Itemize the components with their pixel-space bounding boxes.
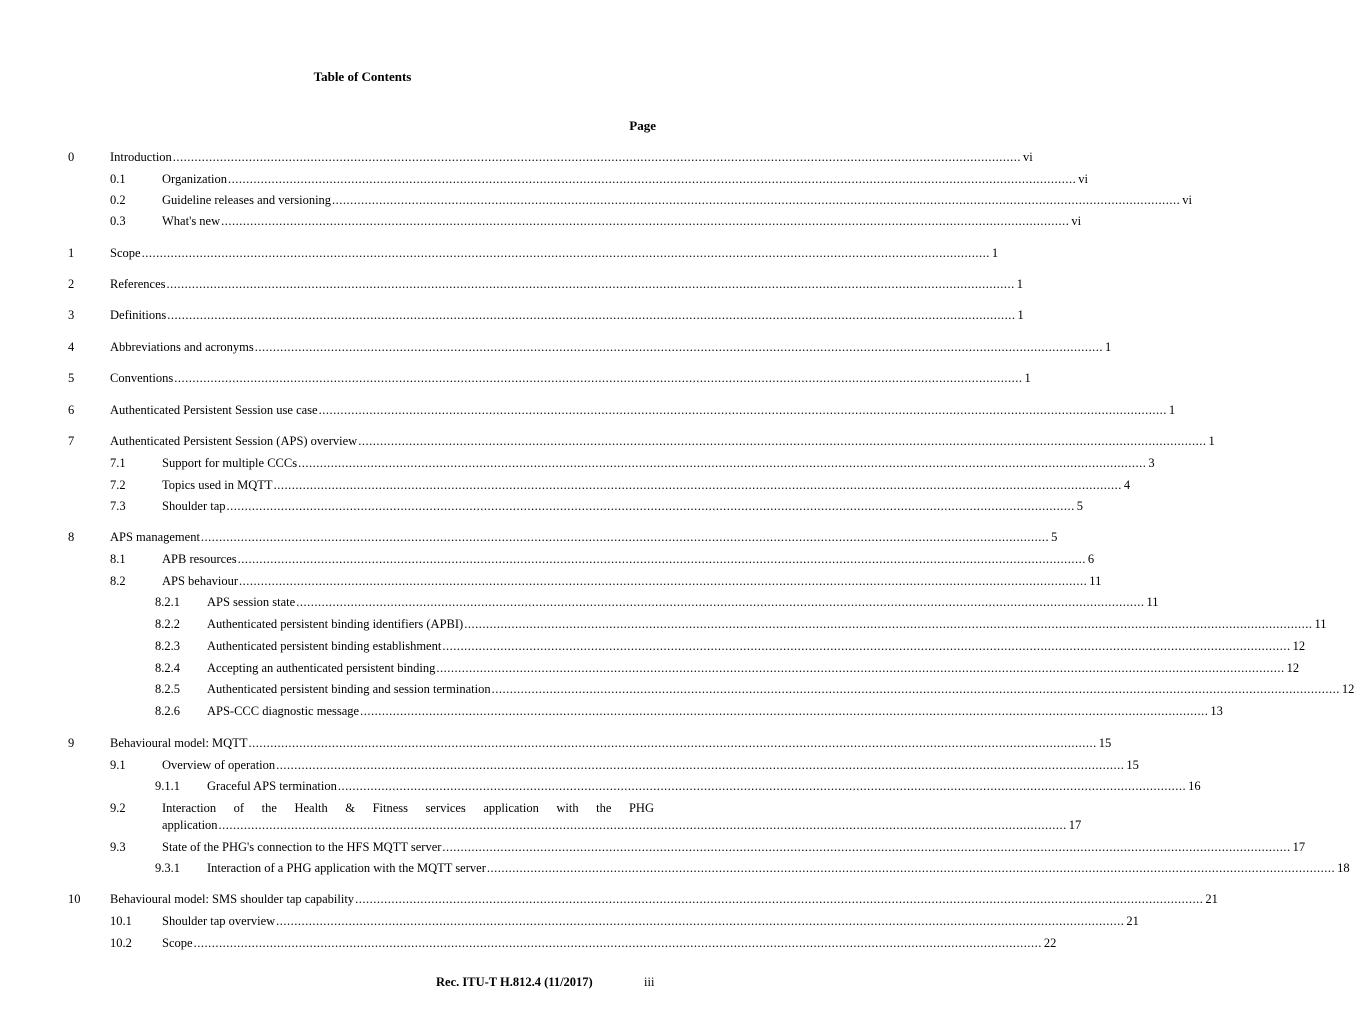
leader-dots: .......................................................................................................................................................................................................................................... (332, 193, 1181, 207)
toc-entry-number: 10.2 (110, 936, 132, 950)
toc-entry-text: Organization (162, 172, 228, 186)
toc-entry-page: 16 (1188, 779, 1201, 793)
toc-entry-text: Accepting an authenticated persistent binding (207, 661, 436, 675)
toc-entry-page: 1 (1017, 308, 1024, 322)
toc-entry-number: 6 (68, 403, 75, 417)
leader-dots: .......................................................................................................................................................................................................................................... (273, 478, 1122, 492)
toc-entry-page: 12 (1341, 682, 1354, 696)
leader-dots: .......................................................................................................................................................................................................................................... (218, 818, 1067, 832)
toc-entry-9-1-1[interactable] (0, 778, 1201, 795)
toc-entry-0-3[interactable] (0, 213, 1082, 230)
toc-entry-line (207, 778, 1201, 795)
toc-entry-number: 0 (68, 150, 75, 164)
toc-entry-number: 7.3 (110, 499, 126, 513)
toc-entry-page: 1 (1208, 434, 1215, 448)
leader-dots: .......................................................................................................................................................................................................................................... (296, 595, 1145, 609)
toc-entry-page: 1 (1104, 340, 1112, 354)
toc-entry-8-2-5[interactable] (0, 681, 1354, 698)
leader-dots: .......................................................................................................................................................................................................................................... (248, 736, 1097, 750)
leader-dots: .......................................................................................................................................................................................................................................... (200, 530, 1050, 544)
toc-entry-number: 7.2 (110, 478, 126, 492)
toc-entry-page: 22 (1043, 936, 1057, 950)
toc-entry-9-3[interactable] (0, 839, 1306, 856)
toc-entry-line (207, 638, 1306, 655)
toc-entry-line (162, 839, 1306, 856)
toc-entry-text: APS behaviour (162, 574, 239, 588)
toc-entry-line (162, 171, 1089, 188)
toc-entry-page: vi (1071, 214, 1082, 228)
toc-entry-text: Shoulder tap overview (162, 914, 276, 928)
toc-entry-text: Shoulder tap (162, 499, 226, 513)
toc-entry-line (207, 594, 1159, 611)
toc-entry-8-1[interactable] (0, 551, 1095, 568)
toc-entry-text: Authenticated Persistent Session use case (110, 403, 318, 417)
toc-entry-page: 1 (1016, 277, 1024, 291)
toc-entry-text: Authenticated persistent binding and session termination (207, 682, 491, 696)
toc-entry-page: 12 (1292, 639, 1306, 653)
toc-entry-page: 15 (1098, 736, 1112, 750)
leader-dots: .......................................................................................................................................................................................................................................... (355, 892, 1204, 906)
toc-entry-number: 9.1 (110, 758, 126, 772)
toc-entry-7-3[interactable] (0, 498, 1084, 515)
footer-reference: Rec. ITU-T H.812.4 (11/2017) (436, 975, 593, 989)
toc-entry-text: References (110, 277, 166, 291)
leader-dots: .......................................................................................................................................................................................................................................... (491, 682, 1340, 696)
toc-entry-number: 9.1.1 (155, 779, 180, 793)
toc-entry-9-1[interactable] (0, 757, 1139, 774)
leader-dots: .......................................................................................................................................................................................................................................... (442, 840, 1291, 854)
toc-entry-text: Overview of operation (162, 758, 276, 772)
toc-entry-number: 0.3 (110, 214, 126, 228)
toc-entry-9-3-1[interactable] (0, 860, 1350, 877)
leader-dots: .......................................................................................................................................................................................................................................... (226, 499, 1075, 513)
toc-entry-number: 10.1 (110, 914, 132, 928)
toc-title: Table of Contents (313, 69, 412, 84)
toc-entry-number: 7 (68, 434, 75, 448)
toc-entry-page: 17 (1068, 818, 1082, 832)
toc-entry-line (162, 192, 1193, 209)
toc-entry-4[interactable] (0, 339, 1112, 356)
page-column-header: Page (629, 118, 656, 133)
toc-entry-8-2-1[interactable] (0, 594, 1159, 611)
toc-entry-number: 10 (68, 892, 81, 906)
toc-entry-text: Introduction (110, 150, 172, 164)
leader-dots: .......................................................................................................................................................................................................................................... (237, 552, 1086, 566)
toc-entry-number: 9 (68, 736, 75, 750)
toc-entry-line (162, 817, 1082, 834)
toc-entry-text: State of the PHG's connection to the HFS MQTT server (162, 840, 442, 854)
leader-dots: .......................................................................................................................................................................................................................................... (318, 403, 1167, 417)
toc-entry-line (110, 370, 1031, 387)
toc-entry-text: Scope (110, 246, 141, 260)
toc-entry-line (207, 616, 1327, 633)
toc-entry-text: application (162, 818, 218, 832)
leader-dots: .......................................................................................................................................................................................................................................... (298, 456, 1147, 470)
toc-entry-text: What's new (162, 214, 221, 228)
toc-entry-number: 2 (68, 277, 75, 291)
toc-entry-7[interactable] (0, 433, 1215, 450)
toc-entry-page: 5 (1051, 530, 1058, 544)
leader-dots: .......................................................................................................................................................................................................................................... (276, 758, 1125, 772)
toc-entry-7-1[interactable] (0, 455, 1155, 472)
toc-entry-number: 8.1 (110, 552, 126, 566)
toc-entry-text: Graceful APS termination (207, 779, 337, 793)
leader-dots: .......................................................................................................................................................................................................................................... (464, 617, 1313, 631)
toc-entry-line (110, 433, 1215, 450)
toc-entry-page: 18 (1337, 861, 1350, 875)
toc-entry-6[interactable] (0, 402, 1176, 419)
toc-entry-text: Conventions (110, 371, 174, 385)
toc-entry-number: 4 (68, 340, 75, 354)
toc-entry-page: 21 (1126, 914, 1139, 928)
toc-entry-line (162, 498, 1084, 515)
toc-entry-page: 5 (1076, 499, 1084, 513)
toc-entry-number: 3 (68, 308, 75, 322)
toc-entry-line (162, 477, 1131, 494)
toc-entry-number: 8.2.6 (155, 704, 180, 718)
toc-entry-8-2-6[interactable] (0, 703, 1223, 720)
leader-dots: .......................................................................................................................................................................................................................................... (141, 246, 990, 260)
toc-entry-number: 8.2.5 (155, 682, 180, 696)
leader-dots: .......................................................................................................................................................................................................................................... (167, 308, 1016, 322)
toc-entry-page: 15 (1126, 758, 1139, 772)
toc-entry-page: 21 (1205, 892, 1218, 906)
toc-entry-page: vi (1023, 150, 1033, 164)
toc-entry-page: 1 (1024, 371, 1031, 385)
toc-entry-number: 8.2.4 (155, 661, 180, 675)
footer-page-number: iii (644, 975, 655, 989)
toc-entry-page: 3 (1148, 456, 1155, 470)
toc-entry-10-1[interactable] (0, 913, 1139, 930)
leader-dots: .......................................................................................................................................................................................................................................... (174, 371, 1023, 385)
toc-entry-9-2-cont[interactable] (0, 817, 1082, 834)
toc-entry-text: Interaction of a PHG application with the MQTT server (207, 861, 486, 875)
toc-entry-page: 17 (1292, 840, 1306, 854)
toc-entry-line (162, 935, 1057, 952)
toc-entry-number: 9.2 (110, 801, 126, 815)
toc-entry-page: 11 (1314, 617, 1327, 631)
leader-dots: .......................................................................................................................................................................................................................................... (337, 779, 1187, 793)
leader-dots: .......................................................................................................................................................................................................................................... (228, 172, 1077, 186)
toc-entry-number: 0.2 (110, 193, 126, 207)
toc-entry-number: 9.3 (110, 840, 126, 854)
toc-entry-0-2[interactable] (0, 192, 1193, 209)
toc-entry-8-2-2[interactable] (0, 616, 1327, 633)
leader-dots: .......................................................................................................................................................................................................................................... (360, 704, 1209, 718)
leader-dots: .......................................................................................................................................................................................................................................... (358, 434, 1207, 448)
toc-entry-page: 11 (1089, 574, 1102, 588)
toc-entry-text: APS-CCC diagnostic message (207, 704, 360, 718)
toc-entry-number: 5 (68, 371, 75, 385)
toc-entry-line (162, 573, 1102, 590)
toc-entry-text: Interaction of the Health & Fitness services application with the PHG (162, 801, 654, 815)
toc-entry-line (110, 339, 1112, 356)
toc-entry-1[interactable] (0, 245, 999, 262)
toc-entry-9-2[interactable] (0, 800, 725, 817)
toc-entry-line (162, 551, 1095, 568)
toc-entry-number: 1 (68, 246, 75, 260)
toc-entry-line (207, 703, 1223, 720)
toc-entry-8-2-3[interactable] (0, 638, 1306, 655)
leader-dots: .......................................................................................................................................................................................................................................... (172, 150, 1022, 164)
toc-entry-text: Authenticated persistent binding establishment (207, 639, 442, 653)
toc-entry-line (110, 402, 1176, 419)
toc-entry-0-1[interactable] (0, 171, 1089, 188)
toc-entry-number: 8.2.3 (155, 639, 180, 653)
toc-entry-page: 4 (1123, 478, 1131, 492)
toc-entry-line (110, 149, 1033, 166)
toc-entry-page: 1 (1168, 403, 1176, 417)
toc-entry-8[interactable] (0, 529, 1058, 546)
toc-entry-text: Behavioural model: SMS shoulder tap capability (110, 892, 355, 906)
leader-dots: .......................................................................................................................................................................................................................................... (221, 214, 1070, 228)
toc-entry-5[interactable] (0, 370, 1031, 387)
toc-entry-page: vi (1078, 172, 1089, 186)
toc-entry-text: APS session state (207, 595, 296, 609)
leader-dots: .......................................................................................................................................................................................................................................... (442, 639, 1291, 653)
toc-entry-line (207, 660, 1300, 677)
toc-entry-line (207, 681, 1354, 698)
toc-entry-2[interactable] (0, 276, 1024, 293)
toc-entry-text: APB resources (162, 552, 237, 566)
toc-entry-text: Scope (162, 936, 193, 950)
leader-dots: .......................................................................................................................................................................................................................................... (166, 277, 1015, 291)
toc-entry-7-2[interactable] (0, 477, 1131, 494)
toc-entry-10-2[interactable] (0, 935, 1057, 952)
toc-entry-8-2-4[interactable] (0, 660, 1300, 677)
toc-entry-number: 9.3.1 (155, 861, 180, 875)
toc-entry-line (110, 276, 1024, 293)
toc-entry-page: vi (1182, 193, 1193, 207)
toc-entry-line (110, 529, 1058, 546)
toc-entry-text: Guideline releases and versioning (162, 193, 332, 207)
toc-entry-line (162, 213, 1082, 230)
toc-entry-line (162, 455, 1155, 472)
toc-entry-text: Authenticated persistent binding identifiers (APBI) (207, 617, 464, 631)
leader-dots: .......................................................................................................................................................................................................................................... (254, 340, 1103, 354)
toc-entry-line (110, 891, 1218, 908)
toc-entry-line (110, 735, 1112, 752)
toc-entry-page: 13 (1210, 704, 1223, 718)
toc-entry-3[interactable] (0, 307, 1024, 324)
toc-entry-number: 8.2.2 (155, 617, 180, 631)
toc-entry-number: 8.2.1 (155, 595, 180, 609)
toc-entry-number: 8 (68, 530, 75, 544)
toc-entry-text: Behavioural model: MQTT (110, 736, 248, 750)
toc-entry-line (162, 757, 1139, 774)
toc-entry-page: 6 (1087, 552, 1095, 566)
toc-entry-line (110, 307, 1024, 324)
leader-dots: .......................................................................................................................................................................................................................................... (239, 574, 1088, 588)
leader-dots: .......................................................................................................................................................................................................................................... (276, 914, 1125, 928)
toc-entry-text: APS management (110, 530, 200, 544)
toc-entry-text: Support for multiple CCCs (162, 456, 298, 470)
toc-entry-line (110, 245, 999, 262)
toc-entry-page: 12 (1286, 661, 1300, 675)
toc-entry-8-2[interactable] (0, 573, 1102, 590)
toc-entry-text: Authenticated Persistent Session (APS) overview (110, 434, 358, 448)
toc-entry-page: 11 (1146, 595, 1159, 609)
toc-entry-0[interactable] (0, 149, 1033, 166)
toc-entry-text: Topics used in MQTT (162, 478, 273, 492)
toc-entry-text: Definitions (110, 308, 167, 322)
toc-entry-10[interactable] (0, 891, 1218, 908)
toc-entry-number: 0.1 (110, 172, 126, 186)
leader-dots: .......................................................................................................................................................................................................................................... (193, 936, 1042, 950)
toc-entry-number: 8.2 (110, 574, 126, 588)
leader-dots: .......................................................................................................................................................................................................................................... (436, 661, 1285, 675)
toc-entry-9[interactable] (0, 735, 1112, 752)
toc-entry-number: 7.1 (110, 456, 126, 470)
toc-entry-page: 1 (991, 246, 999, 260)
toc-entry-line (207, 860, 1350, 877)
toc-entry-line (162, 913, 1139, 930)
leader-dots: .......................................................................................................................................................................................................................................... (486, 861, 1336, 875)
toc-entry-text: Abbreviations and acronyms (110, 340, 254, 354)
